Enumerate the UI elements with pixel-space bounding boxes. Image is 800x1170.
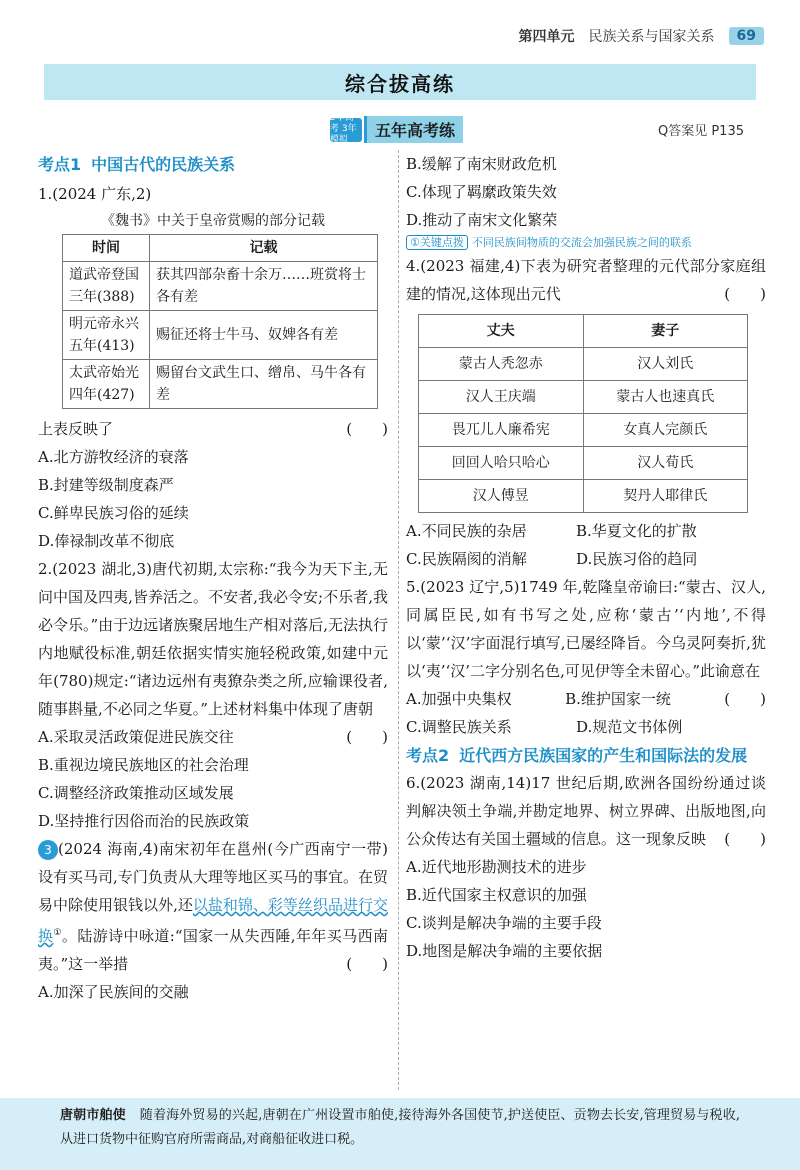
q5-stem: 5.(2023 辽宁,5)1749 年,乾隆皇帝谕曰:“蒙古、汉人,同属臣民,如有书写之处,应称‘蒙古’‘内地’,不得以‘蒙’‘汉’字面混行填写,已屡经降旨。今乌灵阿奏折,犹以‘夷’‘汉’二字分别名色,可见伊等全未留心。”此谕意在 <box>406 578 766 680</box>
table-row <box>419 348 748 381</box>
q3-number-badge: 3 <box>38 840 58 860</box>
q1-head: 1.(2024 广东,2) <box>38 185 152 203</box>
option-row <box>406 685 724 713</box>
q6-stem: 6.(2023 湖南,14)17 世纪后期,欧洲各国纷纷通过谈判解决领土争端,并勘定地界、树立界碑、出版地图,向公众传达有关国土疆域的信息。这一现象反映 <box>406 774 766 848</box>
table-row <box>63 262 378 311</box>
option: B.华夏文化的扩散 <box>576 522 697 540</box>
kp2-text: 近代西方民族国家的产生和国际法的发展 <box>459 746 748 765</box>
table-cell: 回回人哈只哈心 <box>419 447 584 480</box>
section-title-band <box>44 64 756 100</box>
option: D.民族习俗的趋同 <box>576 550 698 568</box>
table-cell: 蒙古人秃忽赤 <box>419 348 584 381</box>
option: C.调整民族关系 <box>406 718 512 736</box>
answer-reference: Q答案见 P135 <box>657 124 744 139</box>
kp2-number: 考点2 <box>406 746 450 765</box>
kp1-number: 考点1 <box>38 155 82 174</box>
table-cell: 汉人王庆端 <box>419 381 584 414</box>
table-cell: 赐征还将士牛马、奴婢各有差 <box>150 311 378 360</box>
answer-paren: ( ) <box>724 690 766 708</box>
option: A.北方游牧经济的衰落 <box>38 448 189 466</box>
option: C.谈判是解决争端的主要手段 <box>406 914 602 932</box>
q3-footnote-mark: ① <box>53 928 62 938</box>
q3-pre: (2024 海南,4)南宋初年在邕州(今广西南宁一带)设有买马司,专门负责从大理等地区买马的事宜。在贸易中除使用银钱以外,还 <box>38 840 388 914</box>
q4-table <box>418 314 748 513</box>
option: C.鲜卑民族习俗的延续 <box>38 504 189 522</box>
table-cell: 道武帝登国三年(388) <box>63 262 150 311</box>
q4-stem: 4.(2023 福建,4)下表为研究者整理的元代部分家庭组建的情况,这体现出元代 <box>406 257 766 303</box>
section-title: 综合拔高练 <box>345 71 455 96</box>
q3-post: 。陆游诗中咏道:“国家一从失西陲,年年买马西南夷。”这一举措 <box>38 927 388 973</box>
kp1-text: 中国古代的民族关系 <box>91 155 236 174</box>
answer-paren: ( ) <box>346 420 388 438</box>
footer-note <box>0 1098 800 1170</box>
page-number: 69 <box>729 27 764 45</box>
q6-text <box>406 769 766 853</box>
option: D.推动了南宋文化繁荣 <box>406 211 558 229</box>
subsection-label: 五年高考练 <box>364 116 463 143</box>
answer-paren: ( ) <box>346 955 388 973</box>
q4-col-husband: 丈夫 <box>419 315 584 348</box>
option: B.缓解了南宋财政危机 <box>406 155 557 173</box>
option: D.地图是解决争端的主要依据 <box>406 942 603 960</box>
q3-text <box>38 835 388 978</box>
table-cell: 汉人刘氏 <box>583 348 748 381</box>
q1-caption: 《魏书》中关于皇帝赏赐的部分记载 <box>101 213 325 229</box>
option: C.民族隔阂的消解 <box>406 550 527 568</box>
answer-paren: ( ) <box>346 728 388 746</box>
footer-term: 唐朝市舶使 <box>60 1108 126 1123</box>
option: B.封建等级制度森严 <box>38 476 174 494</box>
table-cell: 明元帝永兴五年(413) <box>63 311 150 360</box>
table-row <box>419 447 748 480</box>
answer-paren: ( ) <box>724 285 766 303</box>
option: D.坚持推行因俗而治的民族政策 <box>38 812 250 830</box>
option: A.不同民族的杂居 <box>406 522 527 540</box>
table-cell: 汉人荀氏 <box>583 447 748 480</box>
table-row <box>419 381 748 414</box>
page-header <box>519 26 764 46</box>
option: C.调整经济政策推动区域发展 <box>38 784 234 802</box>
option-row <box>406 517 766 545</box>
q1-stem-text: 上表反映了 <box>38 420 114 438</box>
table-row <box>63 311 378 360</box>
q1-col-time: 时间 <box>63 235 150 262</box>
right-column <box>406 150 766 965</box>
table-cell: 女真人完颜氏 <box>583 414 748 447</box>
option: B.近代国家主权意识的加强 <box>406 886 587 904</box>
table-cell: 畏兀儿人廉希宪 <box>419 414 584 447</box>
hint-tag: ①关键点拨 <box>406 235 468 250</box>
answer-paren: ( ) <box>724 830 766 848</box>
kp1-heading <box>38 150 388 180</box>
q2-stem: 2.(2023 湖北,3)唐代初期,太宗称:“我今为天下主,无问中国及四夷,皆养活之。不安者,我必令安;不乐者,我必令乐。”由于边远诸族聚居地生产相对落后,无法执行内地赋役标准,朝廷依据实情实施轻税政策,如建中元年(780)规定:“诸边远州有夷獠杂类之所,应输课役者,随事斟量,不必同之华夏。”上述材料集中体现了唐朝 <box>38 560 388 718</box>
option: A.采取灵活政策促进民族交往 <box>38 728 234 746</box>
key-hint <box>406 234 766 252</box>
unit-subtitle: 民族关系与国家关系 <box>588 29 715 45</box>
q1-col-record: 记载 <box>150 235 378 262</box>
option: D.俸禄制改革不彻底 <box>38 532 175 550</box>
book-logo: 5年高考 3年模拟 <box>330 118 362 142</box>
table-row <box>419 414 748 447</box>
table-cell: 获其四部杂畜十余万……班赏将士各有差 <box>150 262 378 311</box>
q4-text <box>406 252 766 308</box>
option: B.维护国家一统 <box>565 690 671 708</box>
q3-highlight: 以盐和锦、彩等丝织品进行交换 <box>38 896 388 945</box>
table-cell: 太武帝始光四年(427) <box>63 360 150 409</box>
option-row <box>406 713 766 741</box>
table-cell: 契丹人耶律氏 <box>583 480 748 513</box>
table-cell: 蒙古人也速真氏 <box>583 381 748 414</box>
unit-label: 第四单元 <box>518 29 575 45</box>
option: A.加深了民族间的交融 <box>38 983 189 1001</box>
table-row <box>63 360 378 409</box>
option: A.加强中央集权 <box>406 690 512 708</box>
option: A.近代地形勘测技术的进步 <box>406 858 587 876</box>
option: B.重视边境民族地区的社会治理 <box>38 756 249 774</box>
hint-text: 不同民族间物质的交流会加强民族之间的联系 <box>471 236 692 249</box>
subsection-banner <box>330 113 463 145</box>
kp2-heading <box>406 743 766 769</box>
option: C.体现了羁縻政策失效 <box>406 183 557 201</box>
column-divider <box>398 150 399 1090</box>
q4-col-wife: 妻子 <box>583 315 748 348</box>
option: D.规范文书体例 <box>576 718 683 736</box>
option-row <box>406 545 766 573</box>
q1-stem <box>38 415 388 443</box>
table-cell: 汉人傅昱 <box>419 480 584 513</box>
left-column <box>38 150 388 1006</box>
q1-table <box>62 234 378 409</box>
footer-text: 随着海外贸易的兴起,唐朝在广州设置市舶使,接待海外各国使节,护送使臣、贡物去长安,管理贸易与税收,从进口货物中征购官府所需商品,对商船征收进口税。 <box>60 1108 740 1147</box>
table-cell: 赐留台文武生口、缯帛、马牛各有差 <box>150 360 378 409</box>
table-row <box>419 480 748 513</box>
